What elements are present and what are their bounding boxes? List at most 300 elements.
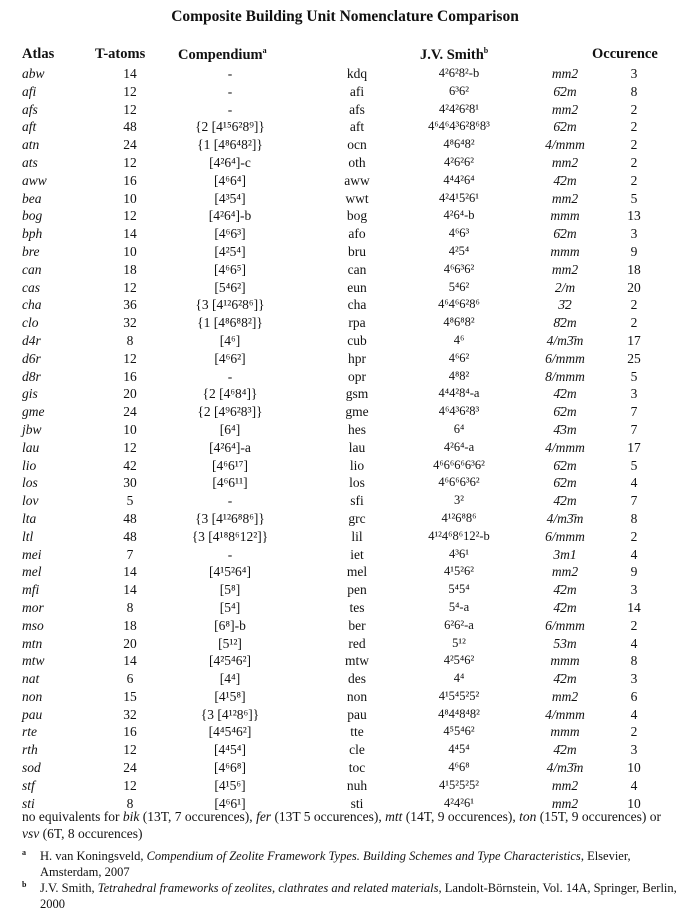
table-row: [0, 261, 690, 279]
table-row: [0, 225, 690, 243]
cell-t-atoms: 12: [123, 777, 137, 793]
cell-point-group: mm2: [551, 66, 579, 81]
cell-occurence: 4: [630, 706, 638, 722]
cell-atlas: cas: [22, 279, 40, 295]
cell-smith-symbol: 4⁴: [453, 671, 465, 686]
note-prefix: no equivalents for: [22, 809, 123, 824]
cell-occurence: 4: [630, 475, 638, 491]
cell-occurence: 3: [630, 386, 638, 402]
cell-smith-code: des: [348, 671, 366, 687]
footnote-a: [22, 848, 682, 880]
cell-smith-symbol: 4⁶6⁸: [448, 760, 470, 775]
cell-occurence: 7: [630, 404, 638, 420]
table-row: [0, 421, 690, 439]
table-row: [0, 741, 690, 759]
cell-atlas: d8r: [22, 368, 41, 384]
cell-compendium: [4⁴5⁴]: [214, 742, 246, 758]
cell-point-group: mmm: [550, 724, 580, 740]
cell-atlas: bph: [22, 226, 43, 242]
table-row: [0, 118, 690, 136]
cell-compendium: -: [227, 493, 233, 509]
cell-t-atoms: 10: [123, 190, 137, 206]
cell-atlas: bog: [22, 208, 43, 224]
cell-smith-symbol: 5⁴5⁴: [448, 582, 470, 597]
cell-compendium: [4⁴]: [219, 671, 241, 687]
cell-t-atoms: 48: [123, 119, 137, 135]
cell-smith-symbol: 4⁶6⁶6³6²: [438, 475, 480, 490]
table-row: [0, 101, 690, 119]
note-code: vsv: [22, 826, 40, 841]
cell-smith-code: cle: [349, 742, 365, 758]
cell-atlas: pau: [22, 706, 43, 722]
cell-atlas: bre: [22, 243, 40, 259]
cell-compendium: [4¹5⁶]: [214, 777, 246, 793]
cell-smith-code: cha: [347, 297, 367, 313]
cell-compendium: {2 [4¹⁵6²8⁹]}: [195, 119, 265, 135]
cell-smith-symbol: 4⁶: [453, 332, 465, 347]
cell-t-atoms: 10: [123, 421, 137, 437]
cell-t-atoms: 48: [123, 510, 137, 526]
table-row: [0, 83, 690, 101]
cell-atlas: d4r: [22, 332, 41, 348]
cell-t-atoms: 12: [123, 101, 137, 117]
table-row: [0, 546, 690, 564]
cell-atlas: ats: [22, 154, 38, 170]
cell-point-group: 6/mmm: [545, 617, 585, 633]
cell-compendium: [6⁴]: [219, 421, 241, 437]
cell-compendium: [4⁶6⁴]: [214, 172, 246, 188]
cell-occurence: 2: [630, 724, 638, 740]
table-row: [0, 243, 690, 261]
note-code: mtt: [385, 809, 403, 824]
table-row: [0, 154, 690, 172]
cell-smith-symbol: 4²6⁴-b: [443, 208, 475, 223]
cell-occurence: 9: [630, 243, 638, 259]
cell-occurence: 4: [630, 546, 638, 562]
cell-compendium: [4¹5⁸]: [214, 688, 246, 704]
cell-t-atoms: 20: [123, 635, 137, 651]
cell-compendium: [4⁴5⁴6²]: [208, 724, 252, 740]
cell-compendium: {3 [4¹²8⁶]}: [200, 706, 260, 722]
cell-smith-code: iet: [350, 546, 364, 562]
cell-smith-code: lil: [351, 528, 363, 544]
table-row: [0, 207, 690, 225]
cell-atlas: aft: [22, 119, 37, 135]
cell-atlas: lov: [22, 493, 39, 509]
cell-compendium: -: [227, 66, 233, 81]
cell-t-atoms: 12: [123, 350, 137, 366]
cell-smith-symbol: 4⁸6⁴8²: [443, 137, 475, 152]
cell-occurence: 2: [630, 137, 638, 153]
cell-point-group: mm2: [551, 154, 579, 170]
cell-atlas: lta: [22, 510, 37, 526]
cell-point-group: 4/m3̄m: [546, 760, 584, 776]
cell-smith-symbol: 6³6²: [449, 83, 469, 98]
cell-point-group: 4/mmm: [545, 706, 585, 722]
cell-smith-code: wwt: [345, 190, 369, 206]
cell-t-atoms: 15: [123, 688, 137, 704]
table-row: [0, 457, 690, 475]
cell-occurence: 2: [630, 315, 638, 331]
cell-compendium: [5⁴]: [219, 599, 241, 615]
cell-occurence: 8: [630, 653, 638, 669]
cell-point-group: 4̄2m: [553, 742, 577, 758]
cell-atlas: non: [22, 688, 43, 704]
cell-occurence: 4: [630, 635, 638, 651]
cell-compendium: [4²6⁴]-b: [208, 208, 252, 224]
cell-atlas: abw: [22, 66, 45, 81]
cell-atlas: afs: [22, 101, 38, 117]
header-occurence: Occurence: [592, 46, 658, 62]
cell-occurence: 3: [630, 66, 638, 81]
cell-smith-symbol: 4²6⁴-a: [443, 439, 475, 454]
table-row: [0, 688, 690, 706]
cell-atlas: can: [22, 261, 42, 277]
cell-t-atoms: 6: [126, 671, 134, 687]
cell-atlas: afi: [22, 83, 37, 99]
cell-point-group: 4̄3m: [553, 421, 577, 437]
cell-point-group: 3̄2: [558, 297, 572, 313]
cell-atlas: jbw: [22, 421, 42, 437]
cell-smith-symbol: 4²4²6²8¹: [439, 101, 479, 116]
cell-smith-symbol: 5⁴-a: [448, 599, 470, 614]
cell-compendium: [5⁴6²]: [214, 279, 246, 295]
cell-compendium: [4⁶6¹⁷]: [212, 457, 248, 473]
cell-occurence: 2: [630, 528, 638, 544]
table-row: [0, 652, 690, 670]
footnote-b-rest: , Landolt-Börnstein, Vol. 14A, Springer, Berlin, 2000: [40, 881, 677, 911]
cell-atlas: ltl: [22, 528, 34, 544]
footnote-a-author: H. van Koningsveld,: [40, 849, 147, 863]
cell-compendium: -: [227, 546, 233, 562]
table-row: [0, 599, 690, 617]
cell-smith-code: gme: [345, 404, 369, 420]
table-row: [0, 706, 690, 724]
cell-point-group: 4̄2m: [553, 582, 577, 598]
cell-smith-symbol: 4¹5²5²5²: [439, 777, 479, 792]
note-code: ton: [519, 809, 537, 824]
cell-t-atoms: 20: [123, 386, 137, 402]
cell-atlas: lau: [22, 439, 40, 455]
table-row: [0, 403, 690, 421]
cell-smith-symbol: 4⁶6²: [448, 350, 470, 365]
cell-smith-symbol: 6⁴: [453, 421, 465, 436]
cell-t-atoms: 14: [123, 66, 137, 81]
no-equivalents-note: [22, 808, 672, 842]
footnote-a-work: Compendium of Zeolite Framework Types. Building Schemes and Type Characteristics: [146, 849, 581, 863]
cell-compendium: {3 [4¹²6²8⁶]}: [195, 297, 265, 313]
cell-occurence: 6: [630, 688, 638, 704]
cell-smith-symbol: 4²5⁴: [448, 243, 470, 258]
table-row: [0, 617, 690, 635]
cell-occurence: 25: [627, 350, 641, 366]
table-row: [0, 492, 690, 510]
cell-occurence: 10: [627, 795, 641, 811]
cell-t-atoms: 7: [126, 546, 134, 562]
table-row: [0, 385, 690, 403]
header-atlas: Atlas: [22, 46, 55, 62]
cell-point-group: 4̄2m: [553, 386, 577, 402]
cell-smith-symbol: 4¹5⁴5²5²: [438, 688, 480, 703]
footnote-a-text: [22, 848, 682, 880]
cell-occurence: 7: [630, 493, 638, 509]
cell-point-group: mm2: [551, 688, 579, 704]
cell-smith-symbol: 4⁸6⁸8²: [443, 315, 475, 330]
cell-atlas: mtw: [22, 653, 45, 669]
cell-atlas: stf: [22, 777, 35, 793]
cell-point-group: 6̄2m: [553, 457, 577, 473]
cell-occurence: 3: [630, 582, 638, 598]
cell-smith-symbol: 4²4²6¹: [444, 795, 474, 810]
table-row: [0, 510, 690, 528]
cell-compendium: [4⁶6²]: [214, 350, 246, 366]
cell-atlas: sti: [22, 795, 35, 811]
cell-smith-code: pen: [347, 582, 367, 598]
cell-smith-code: ocn: [347, 137, 367, 153]
cell-smith-code: tte: [350, 724, 364, 740]
table-row: [0, 563, 690, 581]
cell-atlas: lio: [22, 457, 37, 473]
cell-atlas: sod: [22, 760, 41, 776]
cell-compendium: -: [227, 83, 233, 99]
cell-smith-code: kdq: [346, 66, 368, 81]
cell-point-group: 4/mmm: [545, 137, 585, 153]
cell-compendium: [5⁸]: [219, 582, 241, 598]
cell-compendium: {3 [4¹²6⁸8⁶]}: [195, 510, 265, 526]
note-code: fer: [256, 809, 272, 824]
cell-compendium: {2 [4⁹6²8³]}: [197, 404, 263, 420]
cell-smith-code: mel: [346, 564, 368, 580]
cell-smith-symbol: 4¹5²6²: [444, 564, 474, 579]
cell-occurence: 14: [627, 599, 641, 615]
cell-smith-code: hes: [348, 421, 366, 437]
cell-smith-symbol: 4²6²6²: [444, 154, 474, 169]
cell-point-group: mm2: [551, 777, 579, 793]
cell-point-group: 4̄2m: [553, 599, 577, 615]
cell-point-group: 4̄2m: [553, 172, 577, 188]
cell-smith-code: ber: [348, 617, 366, 633]
cell-t-atoms: 8: [126, 795, 134, 811]
cell-atlas: atn: [22, 137, 40, 153]
table-row: [0, 368, 690, 386]
table-row: [0, 279, 690, 297]
table-row: [0, 723, 690, 741]
cell-occurence: 2: [630, 119, 638, 135]
cell-atlas: cha: [22, 297, 42, 313]
cell-atlas: los: [22, 475, 38, 491]
cell-t-atoms: 8: [126, 599, 134, 615]
cell-compendium: -: [227, 368, 233, 384]
cell-t-atoms: 12: [123, 154, 137, 170]
table-row: [0, 635, 690, 653]
table-row: [0, 581, 690, 599]
cell-smith-symbol: 4⁶4⁶6²8⁶: [438, 297, 480, 312]
cell-atlas: mel: [22, 564, 42, 580]
cell-occurence: 2: [630, 617, 638, 633]
table-row: [0, 670, 690, 688]
cell-compendium: [4²5⁴]: [214, 243, 246, 259]
cell-occurence: 20: [627, 279, 641, 295]
cell-occurence: 7: [630, 421, 638, 437]
cell-t-atoms: 36: [123, 297, 137, 313]
cell-t-atoms: 48: [123, 528, 137, 544]
cell-smith-code: hpr: [348, 350, 366, 366]
cell-t-atoms: 16: [123, 368, 137, 384]
cell-compendium: [4²5⁴6²]: [208, 653, 252, 669]
cell-smith-code: nuh: [346, 777, 368, 793]
cell-t-atoms: 14: [123, 653, 137, 669]
note-detail: (13T, 7 occurences),: [139, 809, 257, 824]
cell-smith-symbol: 4⁴4²8⁴-a: [438, 386, 480, 401]
cell-t-atoms: 12: [123, 742, 137, 758]
cell-t-atoms: 24: [123, 404, 137, 420]
cell-smith-code: tes: [349, 599, 365, 615]
cell-smith-code: red: [348, 635, 366, 651]
cell-occurence: 3: [630, 671, 638, 687]
cell-occurence: 5: [630, 190, 638, 206]
cell-occurence: 4: [630, 777, 638, 793]
cell-t-atoms: 42: [123, 457, 137, 473]
cell-occurence: 17: [627, 332, 641, 348]
cell-point-group: mmm: [550, 653, 580, 669]
cell-t-atoms: 14: [123, 582, 137, 598]
cell-smith-symbol: 5⁴6²: [448, 279, 470, 294]
cell-t-atoms: 14: [123, 564, 137, 580]
cell-atlas: gme: [22, 404, 45, 420]
table-row: [0, 314, 690, 332]
cell-occurence: 18: [627, 261, 641, 277]
cell-t-atoms: 16: [123, 724, 137, 740]
cell-point-group: 2/m: [554, 279, 576, 295]
cell-smith-symbol: 4⁶6³6²: [443, 261, 475, 276]
cell-atlas: rth: [22, 742, 38, 758]
cell-point-group: mm2: [551, 101, 579, 117]
note-code: bik: [122, 809, 140, 824]
cell-point-group: mm2: [551, 564, 579, 580]
cell-smith-code: eun: [347, 279, 367, 295]
cell-atlas: mfi: [22, 582, 40, 598]
cell-compendium: [4⁶6¹]: [214, 795, 246, 811]
cell-smith-symbol: 4⁴4²6⁴: [443, 172, 475, 187]
note-detail: (14T, 9 occurences),: [402, 809, 520, 824]
cell-compendium: [4⁶6³]: [214, 226, 246, 242]
cell-smith-code: opr: [348, 368, 366, 384]
cell-t-atoms: 12: [123, 208, 137, 224]
cell-smith-symbol: 4²6²8²-b: [438, 66, 480, 80]
cell-atlas: d6r: [22, 350, 41, 366]
cell-smith-code: los: [349, 475, 365, 491]
cell-smith-code: bog: [346, 208, 368, 224]
cell-smith-symbol: 4⁸8²: [448, 368, 470, 383]
cell-atlas: bea: [22, 190, 42, 206]
cell-compendium: {3 [4¹⁸8⁶12²]}: [191, 528, 269, 544]
cell-t-atoms: 24: [123, 137, 137, 153]
cell-occurence: 9: [630, 564, 638, 580]
cell-smith-symbol: 4³6¹: [449, 546, 469, 561]
cell-occurence: 3: [630, 226, 638, 242]
header-compendium: [178, 46, 267, 64]
cell-smith-code: lau: [348, 439, 366, 455]
cell-point-group: 6̄2m: [553, 119, 577, 135]
cell-t-atoms: 32: [123, 706, 137, 722]
cell-atlas: rte: [22, 724, 37, 740]
table-row: [0, 350, 690, 368]
cell-atlas: nat: [22, 671, 40, 687]
cell-smith-code: oth: [348, 154, 366, 170]
cell-smith-code: sfi: [350, 493, 364, 509]
note-detail: (13T 5 occurences),: [271, 809, 386, 824]
cell-smith-symbol: 6²6²-a: [444, 617, 474, 632]
table-body: [0, 65, 690, 812]
cell-point-group: 53m: [553, 635, 577, 651]
cell-t-atoms: 32: [123, 315, 137, 331]
cell-occurence: 5: [630, 368, 638, 384]
cell-atlas: gis: [22, 386, 38, 402]
cell-compendium: [4⁶6⁸]: [214, 760, 246, 776]
table-row: [0, 65, 690, 83]
cell-smith-code: aft: [349, 119, 365, 135]
cell-compendium: [5¹²]: [218, 635, 242, 651]
cell-compendium: {1 [4⁸6⁴8²]}: [197, 137, 263, 153]
cell-smith-code: aww: [344, 172, 370, 188]
cell-smith-symbol: 4⁶4³6²8³: [438, 404, 480, 419]
cell-point-group: 8/mmm: [545, 368, 585, 384]
cell-compendium: [4²6⁴]-c: [209, 154, 251, 170]
footnote-b-author: J.V. Smith,: [40, 881, 98, 895]
cell-occurence: 2: [630, 101, 638, 117]
cell-smith-symbol: 4⁶6⁶6⁶6³6²: [433, 457, 485, 472]
note-detail: (15T, 9 occurences) or: [536, 809, 661, 824]
note-detail: (6T, 8 occurences): [39, 826, 143, 841]
cell-point-group: 4̄2m: [553, 671, 577, 687]
cell-point-group: mm2: [551, 261, 579, 277]
cell-smith-code: pau: [347, 706, 367, 722]
footnote-b: [22, 880, 682, 912]
cell-smith-symbol: 4⁵5⁴6²: [443, 724, 475, 739]
cell-smith-code: grc: [348, 510, 366, 526]
header-compendium-label: Compendium: [178, 46, 263, 63]
footnote-mark-a: a: [262, 46, 267, 55]
cell-compendium: [4¹5²6⁴]: [208, 564, 252, 580]
cell-smith-code: mtw: [344, 653, 369, 669]
cell-point-group: 4/m3̄m: [546, 332, 584, 348]
footnote-a-mark: a: [22, 848, 26, 857]
table-row: [0, 172, 690, 190]
cell-smith-symbol: 3²: [454, 493, 464, 508]
cell-point-group: mm2: [551, 190, 579, 206]
header-t-atoms: T-atoms: [95, 46, 146, 62]
cell-point-group: mm2: [551, 795, 579, 811]
cell-smith-code: bru: [348, 243, 366, 259]
cell-atlas: aww: [22, 172, 47, 188]
cell-smith-symbol: 4¹²6⁸8⁶: [441, 510, 477, 525]
cell-point-group: 3m1: [553, 546, 577, 562]
cell-point-group: mmm: [550, 208, 580, 224]
table-row: [0, 190, 690, 208]
cell-point-group: mmm: [550, 243, 580, 259]
cell-point-group: 4̄2m: [553, 493, 577, 509]
cell-occurence: 3: [630, 742, 638, 758]
table-row: [0, 777, 690, 795]
cell-smith-code: gsm: [345, 386, 369, 402]
cell-smith-symbol: 5¹²: [452, 635, 466, 650]
cell-smith-code: afi: [349, 83, 365, 99]
cell-smith-symbol: 4²5⁴6²: [443, 653, 475, 668]
header-smith: [420, 46, 488, 64]
cell-smith-code: non: [346, 688, 368, 704]
cell-smith-code: cub: [347, 332, 367, 348]
footnote-mark-b: b: [483, 46, 489, 55]
